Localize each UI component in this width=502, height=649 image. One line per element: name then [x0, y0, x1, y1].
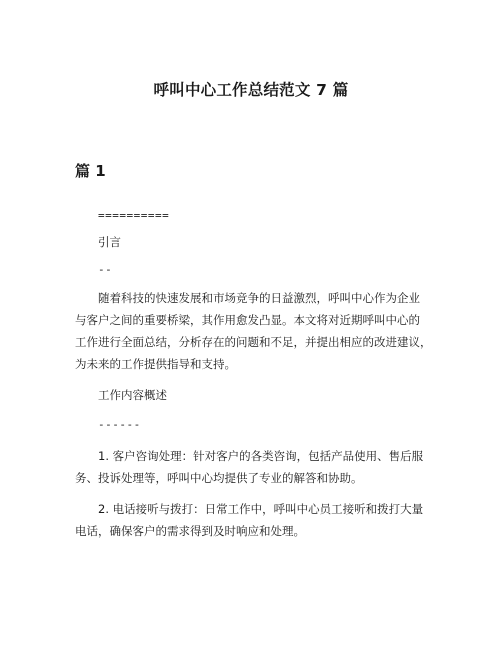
intro-line: 随着科技的快速发展和市场竞争的日益激烈，呼叫中心作为企业: [98, 291, 420, 305]
dash-rule: ------: [98, 418, 141, 431]
document-title: 呼叫中心工作总结范文 7 篇: [153, 81, 349, 99]
equals-rule: ==========: [98, 209, 170, 222]
list-item-line: 务、投诉处理等，呼叫中心均提供了专业的解答和协助。: [75, 471, 363, 485]
intro-label: 引言: [98, 235, 121, 249]
section-heading: 篇 1: [75, 162, 106, 180]
intro-line: 为未来的工作提供指导和支持。: [75, 357, 236, 371]
list-item-line: 2. 电话接听与拨打：日常工作中，呼叫中心员工接听和拨打大量: [98, 502, 424, 516]
intro-line: 与客户之间的重要桥梁，其作用愈发凸显。本文将对近期呼叫中心的: [75, 313, 420, 327]
intro-line: 工作进行全面总结，分析存在的问题和不足，并提出相应的改进建议，: [75, 335, 432, 349]
list-item-line: 电话，确保客户的需求得到及时响应和处理。: [75, 524, 305, 538]
overview-label: 工作内容概述: [98, 388, 167, 402]
short-rule: --: [98, 263, 113, 276]
list-item-line: 1. 客户咨询处理：针对客户的各类咨询，包括产品使用、售后服: [98, 449, 424, 463]
